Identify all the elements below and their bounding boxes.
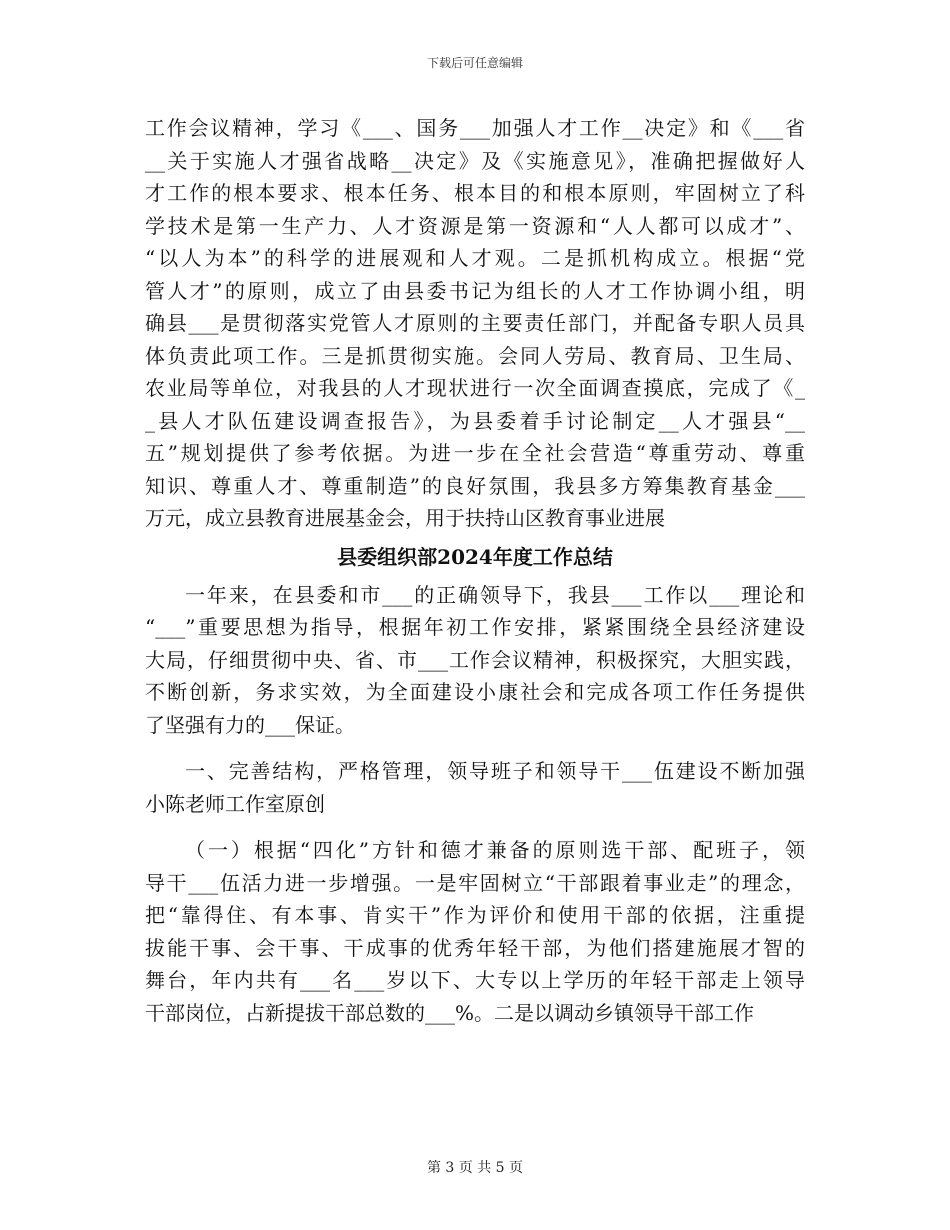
text-line: 导干___伍活力进一步增强。一是牢固树立“干部跟着事业走”的理念， xyxy=(145,870,805,895)
text-line: 管人才”的原则，成立了由县委书记为组长的人才工作协调小组，明 xyxy=(145,278,805,303)
document-body xyxy=(145,112,805,1029)
text-line: 把“靠得住、有本事、肯实干”作为评价和使用干部的依据，注重提 xyxy=(145,903,805,927)
text-line: 拔能干事、会干事、干成事的优秀年轻干部，为他们搭建施展才智的 xyxy=(145,935,805,960)
paragraph-cadre-selection xyxy=(145,834,805,1029)
text-line: 小陈老师工作室原创 xyxy=(145,791,325,816)
paragraph-intro xyxy=(145,579,805,742)
text-line: 知识、尊重人才、尊重制造”的良好氛围，我县多方筹集教育基金___ xyxy=(145,473,805,498)
text-line: 了坚强有力的___保证。 xyxy=(145,712,355,737)
text-line: 干部岗位，占新提拔干部总数的___%。二是以调动乡镇领导干部工作 xyxy=(145,1000,755,1025)
text-line: _县人才队伍建设调查报告》，为县委着手讨论制定__人才强县“__ xyxy=(145,408,805,433)
text-line: 五”规划提供了参考依据。为进一步在全社会营造“尊重劳动、尊重 xyxy=(145,441,805,465)
text-line: （一）根据“四化”方针和德才兼备的原则选干部、配班子，领 xyxy=(185,838,805,862)
paragraph-talent-work xyxy=(145,112,805,535)
text-line: 大局，仔细贯彻中央、省、市___工作会议精神，积极探究，大胆实践， xyxy=(145,647,805,672)
text-line: 万元，成立县教育进展基金会，用于扶持山区教育事业进展 xyxy=(145,506,665,530)
page-number: 第 3 页 共 5 页 xyxy=(426,1160,524,1176)
text-line: 体负责此项工作。三是抓贯彻实施。会同人劳局、教育局、卫生局、 xyxy=(145,343,805,368)
text-line: 才工作的根本要求、根本任务、根本目的和根本原则，牢固树立了科 xyxy=(145,181,805,205)
text-line: 一年来，在县委和市___的正确领导下，我县___工作以___理论和 xyxy=(185,582,805,607)
section-heading-one xyxy=(145,755,805,820)
paragraph-gap xyxy=(145,741,805,755)
text-line: 不断创新，务求实效，为全面建设小康社会和完成各项工作任务提供 xyxy=(145,680,805,704)
paragraph-gap xyxy=(145,820,805,834)
document-title: 县委组织部2024年度工作总结 xyxy=(337,544,613,569)
text-line: 农业局等单位，对我县的人才现状进行一次全面调查摸底，完成了《_ xyxy=(145,376,805,400)
text-line: “___”重要思想为指导，根据年初工作安排，紧紧围绕全县经济建设 xyxy=(145,615,805,639)
text-line: 工作会议精神，学习《___、国务___加强人才工作__决定》和《___省 xyxy=(145,116,805,140)
text-line: 舞台，年内共有___名___岁以下、大专以上学历的年轻干部走上领导 xyxy=(145,968,805,992)
text-line: __关于实施人才强省战略__决定》及《实施意见》，准确把握做好人 xyxy=(145,148,805,173)
page-header-note: 下载后可任意编辑 xyxy=(426,56,523,70)
text-line: 学技术是第一生产力、人才资源是第一资源和“人人都可以成才”、 xyxy=(145,213,805,238)
text-line: “以人为本”的科学的进展观和人才观。二是抓机构成立。根据“党 xyxy=(145,246,805,270)
text-line: 确县___是贯彻落实党管人才原则的主要责任部门，并配备专职人员具 xyxy=(145,311,805,335)
text-line: 一、完善结构，严格管理，领导班子和领导干___伍建设不断加强 xyxy=(185,759,805,783)
